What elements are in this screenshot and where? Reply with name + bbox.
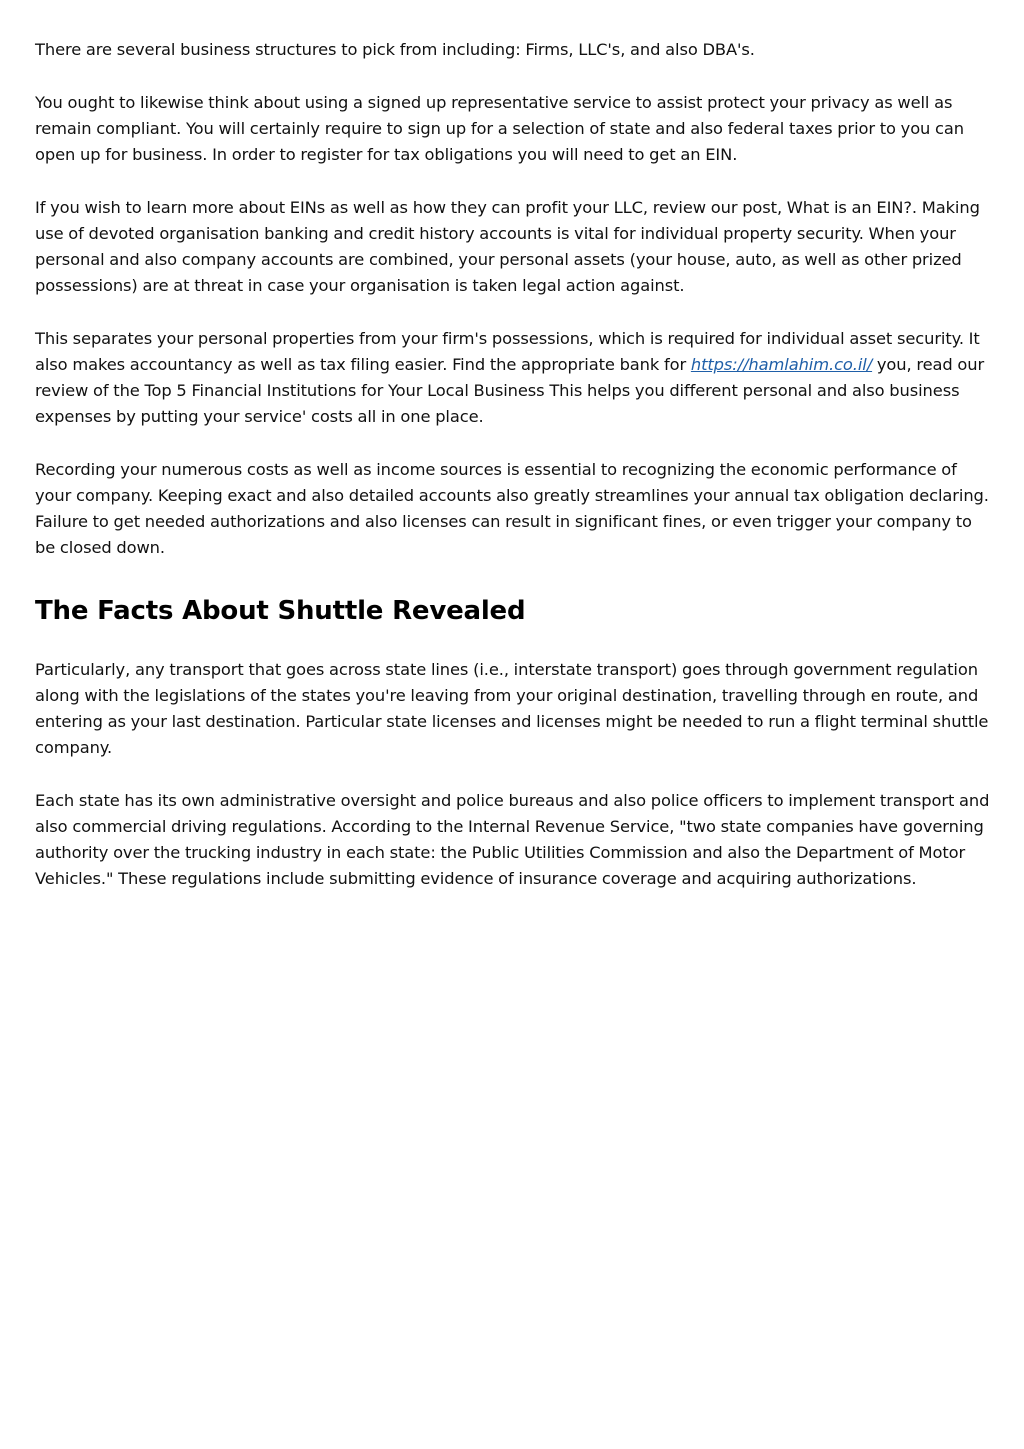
section-heading: The Facts About Shuttle Revealed xyxy=(35,596,526,626)
paragraph-text-before-link: This separates your personal properties from your firm's possessions, which is required for individual asset security. It also makes accountancy as well as tax filing easier. Find the appropriate bank for xyxy=(35,329,980,374)
paragraph-interstate-transport: Particularly, any transport that goes across state lines (i.e., interstate transport) goes through government regulation along with the legislations of the states you're leaving from your original destination, travelling through en route, and entering as your last destination. Particular state licenses and licenses might be needed to run a flight terminal shuttle company. xyxy=(35,660,989,757)
document-page xyxy=(35,37,995,919)
paragraph-separate-properties xyxy=(35,326,995,430)
paragraph-recording-costs: Recording your numerous costs as well as income sources is essential to recognizing the economic performance of your company. Keeping exact and also detailed accounts also greatly streamlines your annual tax obligation declaring. Failure to get needed authorizations and also licenses can result in significant fines, or even trigger your company to be closed down. xyxy=(35,460,989,557)
paragraph-text-after-link: you, read our review of the Top 5 Financial Institutions for Your Local Business This helps you different personal and also business expenses by putting your service' costs all in one place. xyxy=(35,355,985,426)
paragraph-state-oversight: Each state has its own administrative oversight and police bureaus and also police officers to implement transport and also commercial driving regulations. According to the Internal Revenue Service, "two state companies have governing authority over the trucking industry in each state: the Public Utilities Commission and also the Department of Motor Vehicles." These regulations include submitting evidence of insurance coverage and acquiring authorizations. xyxy=(35,791,990,888)
paragraph-registered-agent: You ought to likewise think about using a signed up representative service to assist protect your privacy as well as remain compliant. You will certainly require to sign up for a selection of state and also federal taxes prior to you can open up for business. In order to register for tax obligations you will need to get an EIN. xyxy=(35,93,964,164)
paragraph-ein-banking: If you wish to learn more about EINs as well as how they can profit your LLC, review our post, What is an EIN?. Making use of devoted organisation banking and credit history accounts is vital for individual property security. When your personal and also company accounts are combined, your personal assets (your house, auto, as well as other prized possessions) are at threat in case your organisation is taken legal action against. xyxy=(35,198,980,295)
paragraph-business-structures: There are several business structures to pick from including: Firms, LLC's, and also DBA's. xyxy=(35,40,755,59)
bank-link[interactable]: https://hamlahim.co.il/ xyxy=(690,355,873,374)
